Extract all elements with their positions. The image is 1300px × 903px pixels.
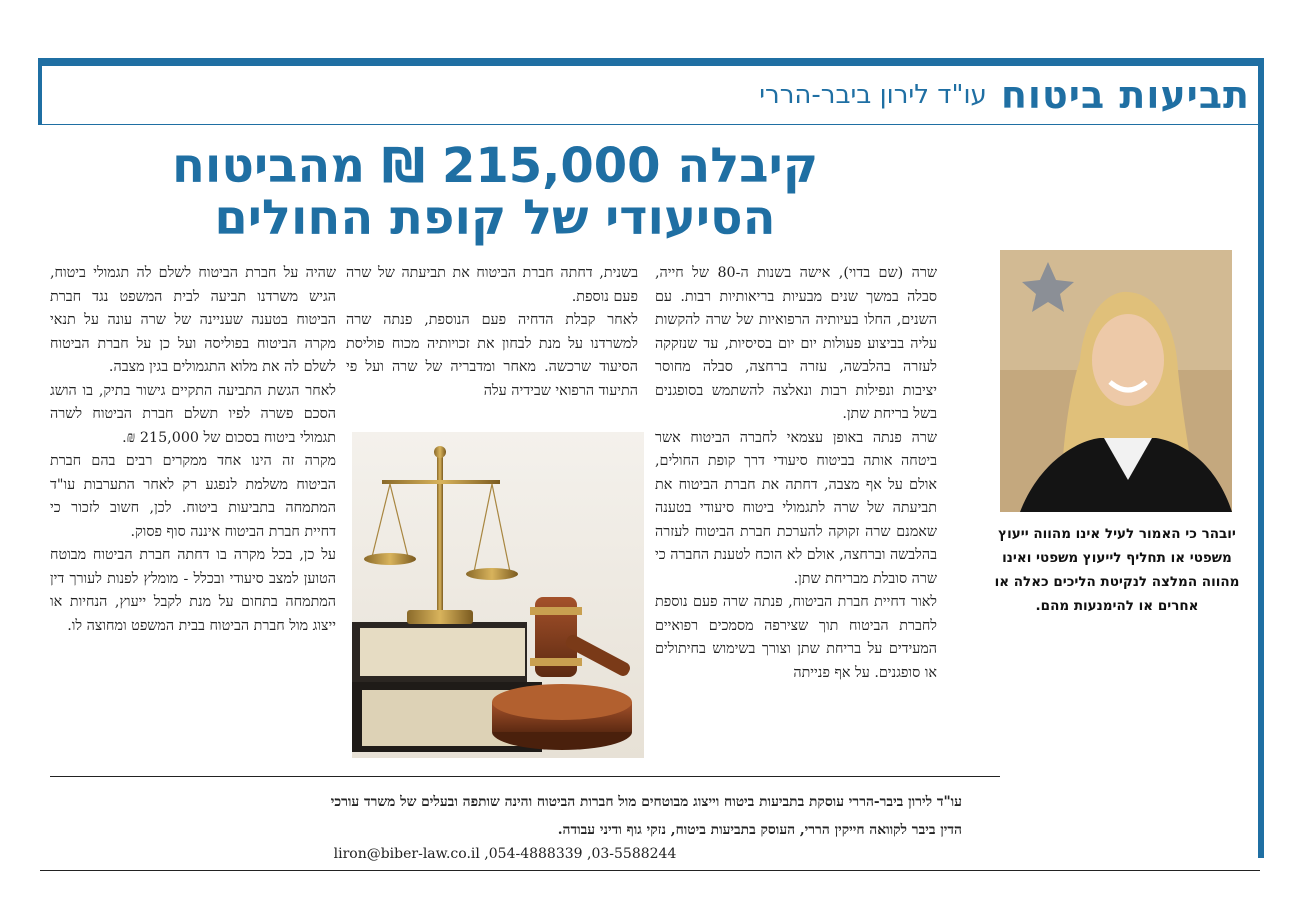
- article-column-left: [50, 262, 336, 638]
- legal-disclaimer: יובהר כי האמור לעיל אינו מהווה ייעוץ משפטי או תחליף לייעוץ משפטי ואינו מהווה המלצה לנקיטת הליכים כאלה או אחרים או להימנעות מהם.: [994, 526, 1240, 614]
- page-side-border: [1258, 58, 1264, 858]
- paragraph: שרה (שם בדוי), אישה בשנות ה-80 של חייה, סבלה במשך שנים מבעיות בריאותיות רבות. עם השנים, החלו בעיותיה הרפואיות של שרה להקשות עליה בביצוע פעולות יום יום בסיסיות, עד שנזקקה לעזרה בהלבשה, עזרה ברחצה, סבלה מחוסר יציבות ונפילות רבות ונאלצה להשתמש בסופגנים בשל בריחת שתן.: [655, 265, 937, 422]
- article-column-right: [655, 262, 937, 685]
- author-bio: [62, 788, 962, 844]
- headline: [100, 140, 890, 244]
- scales-and-gavel-illustration: [352, 432, 644, 758]
- author-portrait-illustration: [1000, 250, 1232, 512]
- contact-details: liron@biber-law.co.il ,054-4888339 ,03-5588244: [333, 846, 677, 862]
- paragraph: לאחר קבלת הדחיה פעם הנוספת, פנתה שרה למשרדנו על מנת לבחון את זכויותיה מכוח פוליסת הסיעוד שרכשה. מאחר ומדבריה של שרה ועל פי התיעוד הרפואי שבידיה עלה: [346, 312, 638, 399]
- author-bio-line-2: הדין ביבר לקוואה חייקין הררי, העוסק בתביעות ביטוח, נזקי גוף ודיני עבודה.: [557, 822, 962, 838]
- author-portrait-image: [1000, 250, 1232, 512]
- paragraph: שרה פנתה באופן עצמאי לחברה הביטוח אשר ביטחה אותה בביטוח סיעודי דרך קופת החולים, אולם על אף מצבה, דחתה את חברת הביטוח את תביעתה של שרה לתגמולי ביטוח סיעודי בטענה שאמנם שרה זקוקה להערכת חברת הביטוח לעזרה בהלבשה וברחצה, אולם לא הוכח לטענת החברה כי שרה סובלת מבריחת שתן.: [655, 429, 937, 587]
- headline-line-2: הסיעודי של קופת החולים: [214, 190, 776, 246]
- headline-line-1: קיבלה 215,000 ₪ מהביטוח: [171, 138, 819, 194]
- paragraph: על כן, בכל מקרה בו דחתה חברת הביטוח מבוטח הטוען למצב סיעודי ובכלל - מומלץ לפנות לעורך דין המתמחה בתחום על מנת לקבל ייעוץ, הנחיות או ייצוג מול חברת הביטוח בבית המשפט ומחוצה לו.: [50, 547, 336, 634]
- paragraph: לאחר הגשת התביעה התקיים גישור בתיק, בו הושג הסכם פשרה לפיו תשלם חברת הביטוח לשרה תגמולי ביטוח בסכום של 215,000 ₪.: [50, 382, 336, 446]
- section-title: תביעות ביטוח: [1000, 73, 1250, 117]
- page-bottom-rule: [40, 870, 1260, 871]
- author-bio-line-1: עו"ד לירון ביבר-הררי עוסקת בתביעות ביטוח וייצוג מבוטחים מול חברות הביטוח והינה שותפה ובעלים של משרד עורכי: [330, 794, 962, 810]
- paragraph: שהיה על חברת הביטוח לשלם לה תגמולי ביטוח, הגיש משרדנו תביעה לבית המשפט נגד חברת הביטוח בטענה שעניינה של שרה עונה על תנאי מקרה הביטוח בפוליסה ועל כן על חברת הביטוח לשלם לה את מלוא התגמולים בגין מצבה.: [50, 265, 336, 375]
- article-column-middle: [346, 262, 638, 403]
- header-bar: [42, 66, 1260, 124]
- paragraph: לאור דחיית חברת הביטוח, פנתה שרה פעם נוספת לחברת הביטוח תוך שצירפה מסמכים רפואיים המעידים על בריחת שתן וצורך בשימוש בחיתולים או סופגנים. על אף פנייתה: [655, 594, 937, 681]
- scales-and-gavel-image: [352, 432, 644, 758]
- footer-divider: [50, 776, 1000, 777]
- paragraph: מקרה זה הינו אחד ממקרים רבים בהם חברת הביטוח משלמת לנפגע רק לאחר התערבות עו"ד המתמחה בתביעות ביטוח. לכן, חשוב לזכור כי דחיית חברת הביטוח איננה סוף פסוק.: [50, 453, 336, 540]
- author-line: עו"ד לירון ביבר-הררי: [759, 80, 987, 110]
- paragraph: בשנית, דחתה חברת הביטוח את תביעתה של שרה פעם נוספת.: [346, 265, 638, 305]
